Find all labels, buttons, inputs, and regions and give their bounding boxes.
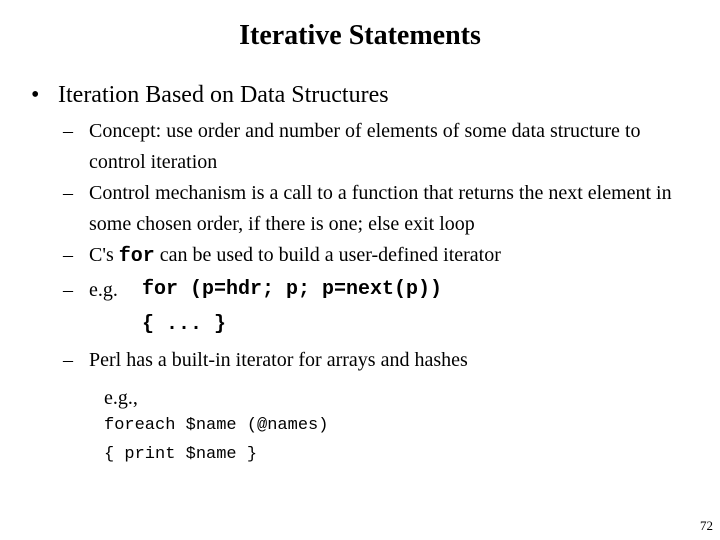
sub-bullet-c-for-prefix: C's xyxy=(89,244,119,266)
sub-bullet-concept-text: Concept: use order and number of elements of some data structure to control iteration xyxy=(89,120,641,173)
perl-code-line-2: { print $name } xyxy=(104,445,258,464)
sub-bullet-c-for-suffix: can be used to build a user-defined iterator xyxy=(154,244,501,266)
main-bullet xyxy=(31,80,389,110)
main-bullet-text: Iteration Based on Data Structures xyxy=(58,82,389,108)
sub-bullet-control-text: Control mechanism is a call to a function that returns the next element in some chosen order, if there is one; else exit loop xyxy=(89,182,672,235)
dash-marker: – xyxy=(63,279,73,301)
sub-bullet-c-for xyxy=(63,240,501,272)
perl-code-line-1: foreach $name (@names) xyxy=(104,416,329,435)
sub-bullet-perl xyxy=(63,345,468,376)
dash-marker: – xyxy=(63,182,73,204)
page-number: 72 xyxy=(700,518,713,533)
sub-bullet-perl-text: Perl has a built-in iterator for arrays and hashes xyxy=(89,349,468,371)
perl-example-label: e.g., xyxy=(104,387,138,409)
slide-title: Iterative Statements xyxy=(239,20,481,51)
example-label: e.g. xyxy=(89,279,118,301)
code-for-header: for (p=hdr; p; p=next(p)) xyxy=(142,278,443,301)
sub-bullet-example xyxy=(63,275,118,306)
dash-marker: – xyxy=(63,120,73,142)
sub-bullet-concept xyxy=(63,116,689,178)
bullet-marker: • xyxy=(31,82,40,108)
dash-marker: – xyxy=(63,244,73,266)
dash-marker: – xyxy=(63,349,73,371)
inline-code-for: for xyxy=(118,245,155,268)
code-for-body: { ... } xyxy=(142,313,227,336)
sub-bullet-control xyxy=(63,178,693,240)
